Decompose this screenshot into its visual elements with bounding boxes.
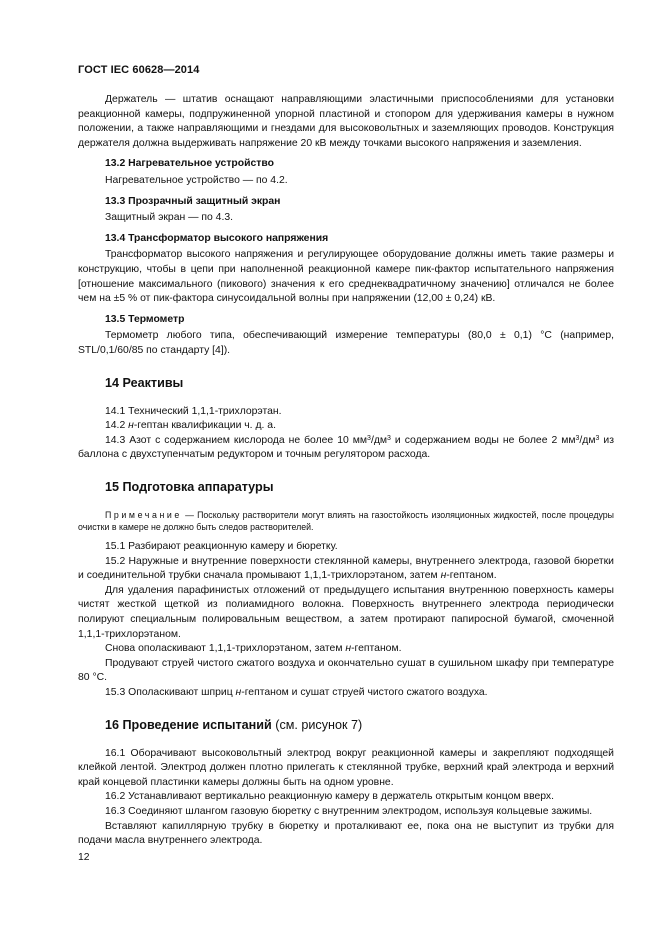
running-header: ГОСТ IEC 60628—2014 bbox=[78, 64, 200, 76]
item-16-1: 16.1 Оборачивают высоковольтный электрод вокруг реакционной камеры и закрепляют подходящей клейкой лентой. Электрод должен плотно прилегать к стеклянной трубке, верхний край электрода и верхний край концевой пластинки камеры должны быть на одном уровне. bbox=[78, 747, 614, 788]
item-14-1: 14.1 Технический 1,1,1-трихлорэтан. bbox=[105, 405, 282, 417]
item-16-2: 16.2 Устанавливают вертикально реакционную камеру в держатель открытым концом вверх. bbox=[105, 791, 555, 803]
subsection-13-4-title: 13.4 Трансформатор высокого напряжения bbox=[105, 232, 329, 244]
figure-reference: (см. рисунок 7) bbox=[271, 717, 363, 732]
item-16-3: 16.3 Соединяют шлангом газовую бюретку с внутренним электродом, используя кольцевые зажимы. bbox=[105, 805, 593, 817]
item-15-1: 15.1 Разбирают реакционную камеру и бюретку. bbox=[105, 541, 338, 553]
item-14-3: 14.3 Азот с содержанием кислорода не более 10 $мм^3/дм^3$ и содержанием воды не более 2 $мм^3/дм^3$ из баллона с двухступенчатым редуктором и точным регулятором расхода. bbox=[78, 434, 614, 461]
item-15-3: 15.3 Ополаскивают шприц н-гептаном и сушат струей чистого сжатого воздуха. bbox=[105, 687, 488, 698]
note-label: Примечание bbox=[105, 509, 182, 520]
holder-paragraph: Держатель — штатив оснащают направляющими эластичными приспособлениями для установки реакционной камеры, подпружиненной упорной пластиной и стопором для удерживания камеры в нужном положении, а также направляющими и гнездами для высоковольтных и заземляющих проводов. Конструкция держателя должна выдерживать напряжение 20 кВ между точками высокого напряжения и заземления. bbox=[78, 94, 614, 149]
subsection-13-3-title: 13.3 Прозрачный защитный экран bbox=[105, 195, 281, 207]
subsection-13-3-text: Защитный экран — по 4.3. bbox=[105, 212, 233, 224]
subsection-13-2-title: 13.2 Нагревательное устройство bbox=[105, 158, 274, 170]
section-15-heading: 15 Подготовка аппаратуры bbox=[105, 479, 274, 494]
subsection-13-4-text: Трансформатор высокого напряжения и регулирующее оборудование должны иметь такие размеры и конструкцию, чтобы в цепи при наполненной реакционной камере пик-фактор испытательного напряжения [отношение максимального (пикового) значения к его среднеквадратичному значению] отличался не более чем на ±5 % от пик-фактора синусоидальной волны при напряжении (12,00 ± 0,24) кВ. bbox=[78, 249, 614, 305]
subsection-13-5-title: 13.5 Термометр bbox=[105, 313, 185, 325]
note-paragraph: Примечание — Поскольку растворители могут влиять на газостойкость изоляционных жидкостей, после процедуры очистки в камере не должно быть следов растворителей. bbox=[78, 509, 614, 533]
page-body bbox=[78, 93, 614, 849]
page-number: 12 bbox=[78, 852, 90, 863]
capillary-paragraph: Вставляют капиллярную трубку в бюретку и проталкивают ее, пока она не выступит из трубки для подачи масла внутреннего электрода. bbox=[78, 820, 614, 847]
section-14-heading: 14 Реактивы bbox=[105, 375, 184, 390]
subsection-13-2-text: Нагревательное устройство — по 4.2. bbox=[105, 174, 288, 186]
item-15-2: 15.2 Наружные и внутренние поверхности стеклянной камеры, внутреннего электрода, газовой бюретки и соединительной трубки сначала промывают 1,1,1-трихлорэтаном, затем н-гептаном. bbox=[78, 555, 614, 582]
paraffin-paragraph: Для удаления парафинистых отложений от предыдущего испытания внутреннюю поверхность камеры чистят жесткой щеткой из полиамидного волокна. Поверхность внутреннего электрода периодически полируют специальным полировальным веществом, а затем протирают папиросной бумагой, смоченной 1,1,1-трихлорэтаном. bbox=[78, 584, 614, 640]
blow-dry-paragraph: Продувают струей чистого сжатого воздуха и окончательно сушат в сушильном шкафу при температуре 80 °С. bbox=[78, 657, 614, 684]
section-16-heading: 16 Проведение испытаний (см. рисунок 7) bbox=[105, 717, 363, 732]
subsection-13-5-text: Термометр любого типа, обеспечивающий измерение температуры (80,0 ± 0,1) °С (например, STL/0,1/60/85 по стандарту [4]). bbox=[78, 330, 614, 356]
item-14-2: 14.2 н-гептан квалификации ч. д. а. bbox=[105, 420, 276, 432]
rinse-paragraph: Снова ополаскивают 1,1,1-трихлорэтаном, затем н-гептаном. bbox=[105, 643, 402, 655]
